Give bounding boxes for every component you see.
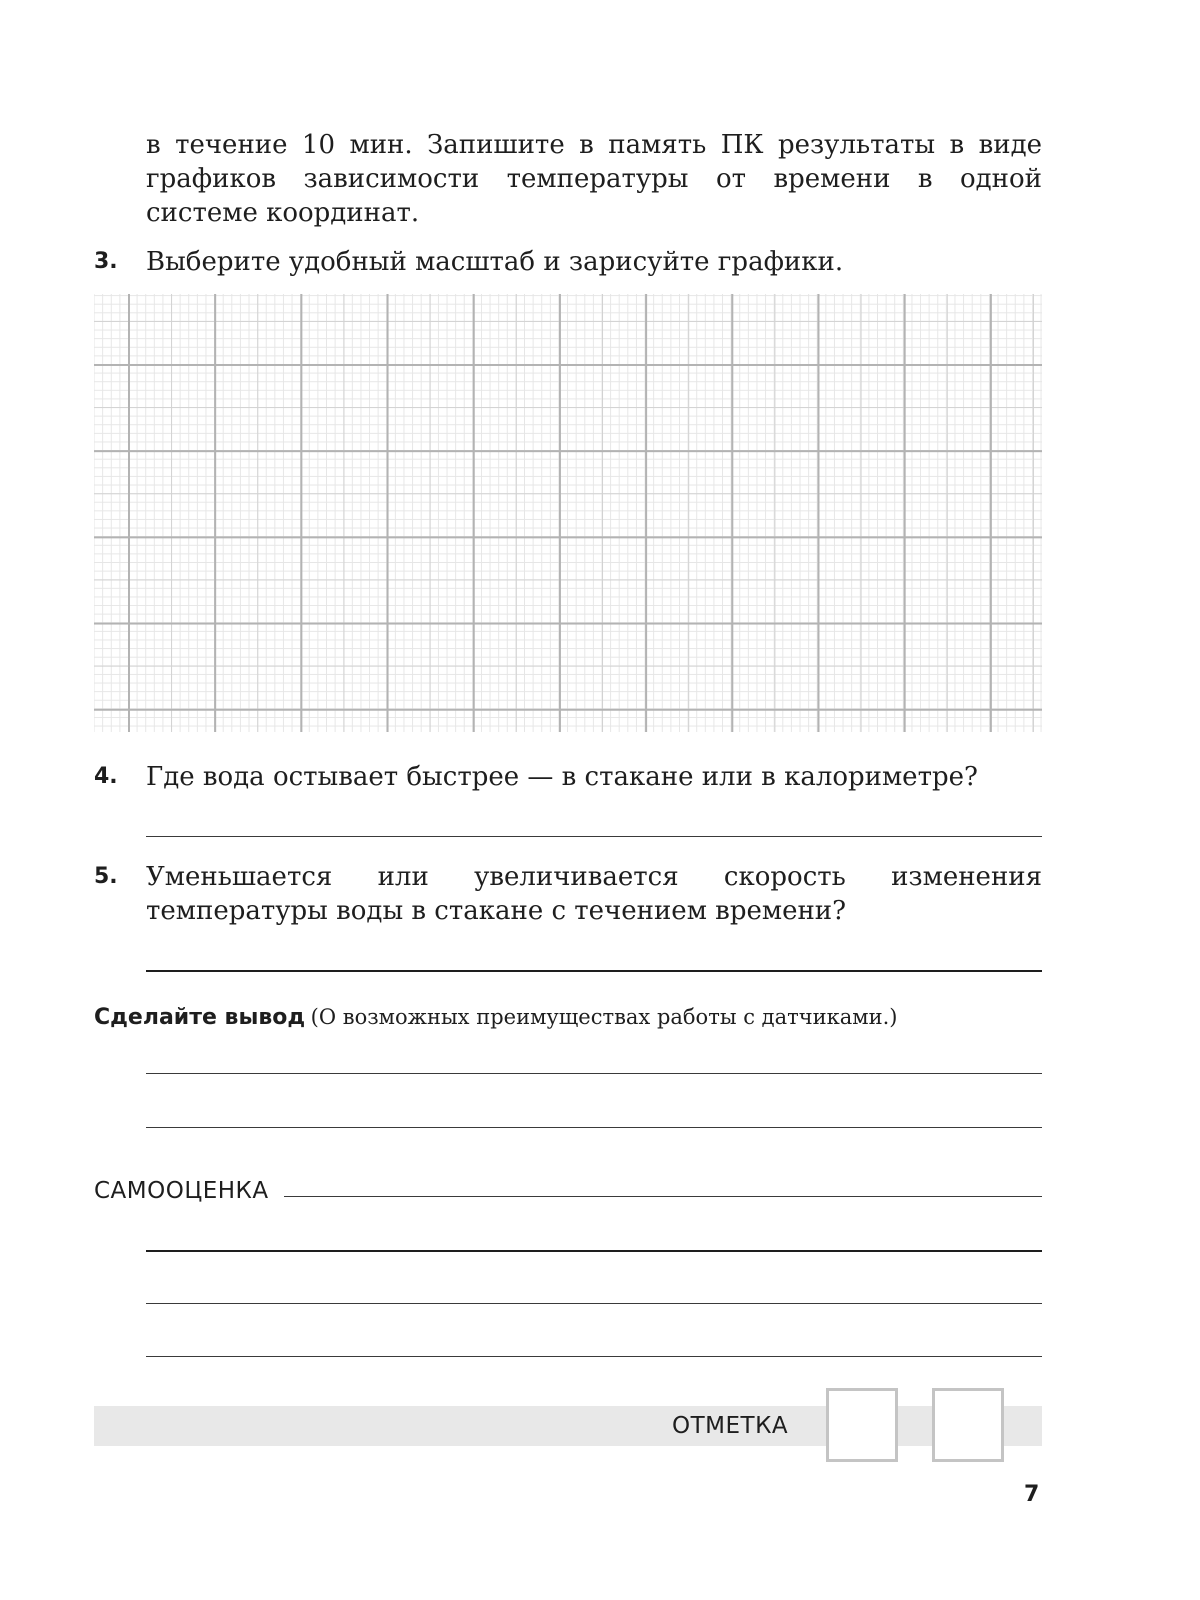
grade-box-2[interactable]: [932, 1388, 1004, 1462]
grade-bar: [94, 1406, 1042, 1446]
answer-line-conclusion-1[interactable]: [146, 1073, 1042, 1074]
task-3-text: Выберите удобный масштаб и зарисуйте графики.: [146, 247, 844, 277]
intro-paragraph: в течение 10 мин. Запишите в память ПК результаты в виде графиков зависимости температуры от времени в одной системе координат.: [146, 130, 1042, 228]
conclusion-lead: Сделайте вывод: [94, 1005, 306, 1030]
task-3-number: 3.: [94, 249, 118, 274]
task-5-number: 5.: [94, 864, 118, 889]
answer-line-self-eval-2[interactable]: [146, 1250, 1042, 1252]
answer-line-conclusion-2[interactable]: [146, 1127, 1042, 1128]
self-evaluation-label: САМООЦЕНКА: [94, 1178, 269, 1204]
task-5-text: Уменьшается или увеличивается скорость изменения температуры воды в стакане с течением времени?: [146, 862, 1042, 926]
conclusion-hint: (О возможных преимуществах работы с датчиками.): [310, 1005, 898, 1029]
answer-line-self-eval-4[interactable]: [146, 1356, 1042, 1357]
task-4-text: Где вода остывает быстрее — в стакане или в калориметре?: [146, 762, 978, 792]
page-number: 7: [1024, 1482, 1040, 1507]
task-4-number: 4.: [94, 764, 118, 789]
grade-box-1[interactable]: [826, 1388, 898, 1462]
conclusion-prompt: [94, 1000, 897, 1035]
answer-line-task-5[interactable]: [146, 970, 1042, 972]
answer-line-self-eval-1[interactable]: [284, 1196, 1042, 1197]
graph-paper-grid[interactable]: [94, 294, 1042, 732]
answer-line-self-eval-3[interactable]: [146, 1303, 1042, 1304]
grade-label: ОТМЕТКА: [672, 1413, 789, 1439]
answer-line-task-4[interactable]: [146, 836, 1042, 837]
